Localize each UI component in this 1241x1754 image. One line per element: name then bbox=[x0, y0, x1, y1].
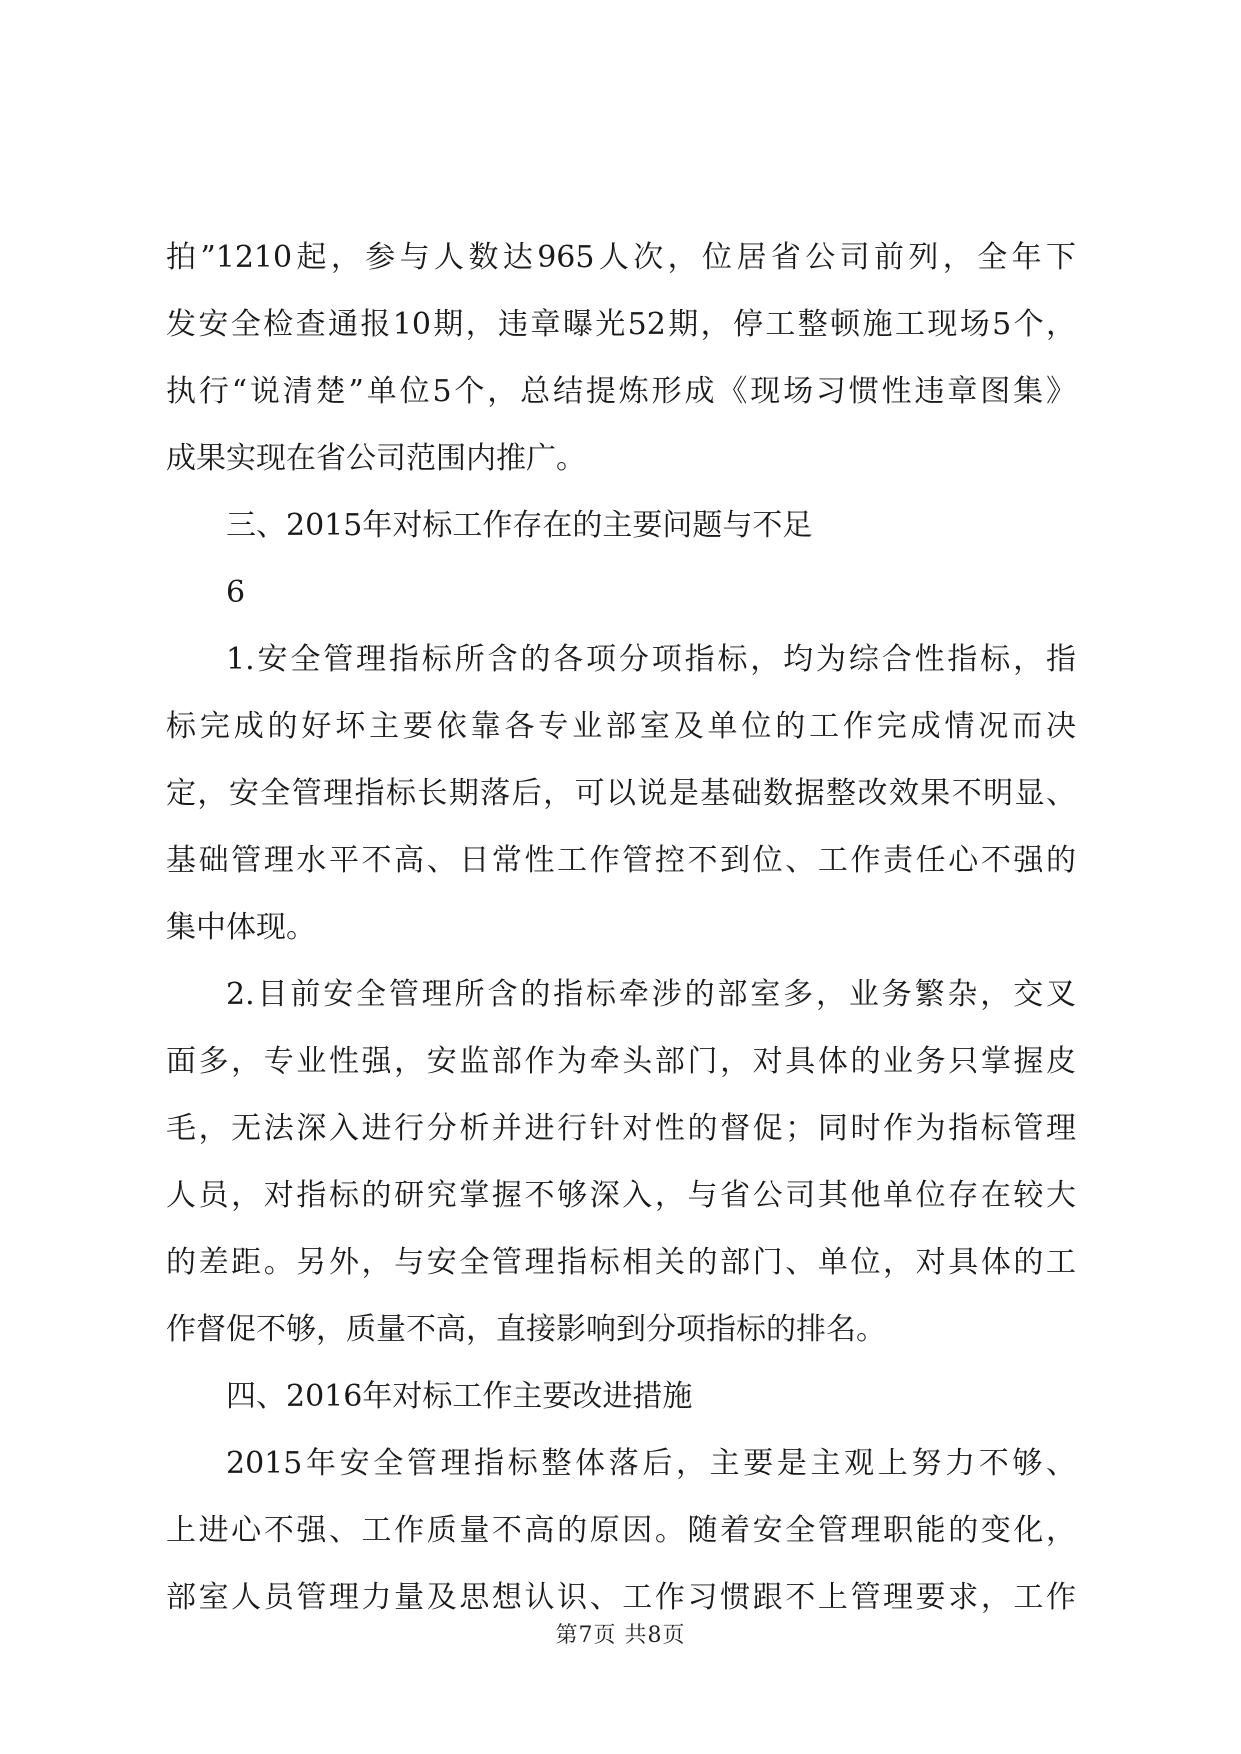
text-line: 定，安全管理指标长期落后，可以说是基础数据整改效果不明显、 bbox=[166, 776, 1076, 811]
text-line: 的差距。另外，与安全管理指标相关的部门、单位，对具体的工 bbox=[166, 1245, 1076, 1280]
text-line: 1.安全管理指标所含的各项分项指标，均为综合性指标，指 bbox=[226, 642, 1076, 677]
text-line: 成果实现在省公司范围内推广。 bbox=[166, 441, 586, 476]
text-line: 2015年安全管理指标整体落后，主要是主观上努力不够、 bbox=[226, 1446, 1076, 1481]
text-line: 6 bbox=[226, 575, 246, 610]
text-line: 集中体现。 bbox=[166, 910, 316, 945]
text-line: 拍”1210起，参与人数达965人次，位居省公司前列，全年下 bbox=[166, 240, 1076, 275]
document-body bbox=[166, 224, 1076, 1631]
text-line: 执行“说清楚”单位5个，总结提炼形成《现场习惯性违章图集》 bbox=[166, 374, 1076, 409]
text-line: 发安全检查通报10期，违章曝光52期，停工整顿施工现场5个， bbox=[166, 307, 1076, 342]
text-line: 四、2016年对标工作主要改进措施 bbox=[226, 1379, 693, 1414]
text-line: 基础管理水平不高、日常性工作管控不到位、工作责任心不强的 bbox=[166, 843, 1076, 878]
text-line: 标完成的好坏主要依靠各专业部室及单位的工作完成情况而决 bbox=[166, 709, 1076, 744]
page-footer: 第7页 共8页 bbox=[555, 1623, 686, 1648]
text-line: 部室人员管理力量及思想认识、工作习惯跟不上管理要求，工作 bbox=[166, 1580, 1076, 1615]
text-line: 人员，对指标的研究掌握不够深入，与省公司其他单位存在较大 bbox=[166, 1178, 1076, 1213]
text-line: 面多，专业性强，安监部作为牵头部门，对具体的业务只掌握皮 bbox=[166, 1044, 1076, 1079]
text-line: 三、2015年对标工作存在的主要问题与不足 bbox=[226, 508, 813, 543]
text-line: 毛，无法深入进行分析并进行针对性的督促；同时作为指标管理 bbox=[166, 1111, 1076, 1146]
text-line: 作督促不够，质量不高，直接影响到分项指标的排名。 bbox=[166, 1312, 886, 1347]
text-line: 2.目前安全管理所含的指标牵涉的部室多，业务繁杂，交叉 bbox=[226, 977, 1076, 1012]
text-line: 上进心不强、工作质量不高的原因。随着安全管理职能的变化， bbox=[166, 1513, 1076, 1548]
